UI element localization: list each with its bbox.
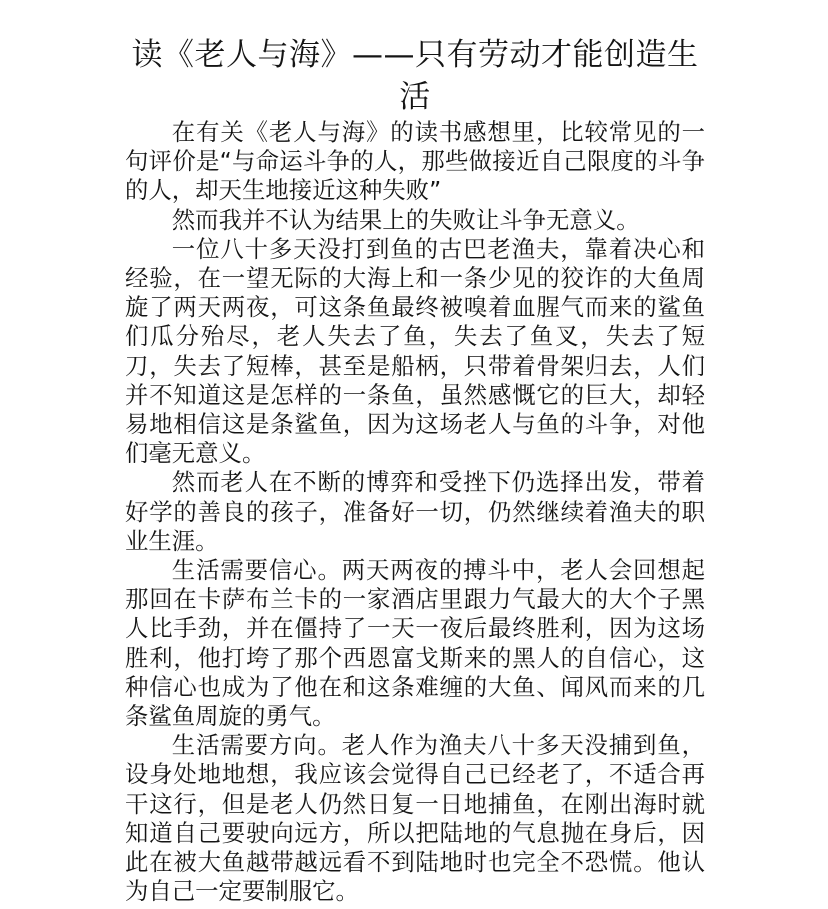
paragraph-perseverance: 然而老人在不断的博弈和受挫下仍选择出发，带着好学的善良的孩子，准备好一切，仍然继续着渔夫的职业生涯。 [125,468,705,555]
paragraph-direction: 生活需要方向。老人作为渔夫八十多天没捕到鱼，设身处地地想，我应该会觉得自己已经老了，不适合再干这行，但是老人仍然日复一日地捕鱼，在刚出海时就知道自己要驶向远方，所以把陆地的气息抛在身后，因此在被大鱼越带越远看不到陆地时也完全不恐慌。他认为自己一定要制服它。 [125,731,705,906]
article-title: 读《老人与海》——只有劳动才能创造生活 [131,37,699,115]
paragraph-thesis: 然而我并不认为结果上的失败让斗争无意义。 [171,205,640,234]
article [125,34,705,906]
paragraph-confidence: 生活需要信心。两天两夜的搏斗中，老人会回想起那回在卡萨布兰卡的一家酒店里跟力气最大的大个子黑人比手劲，并在僵持了一天一夜后最终胜利，因为这场胜利，他打垮了那个西恩富戈斯来的黑人的自信心，这种信心也成为了他在和这条难缠的大鱼、闻风而来的几条鲨鱼周旋的勇气。 [125,556,705,731]
paragraph-intro: 在有关《老人与海》的读书感想里，比较常见的一句评价是“与命运斗争的人，那些做接近自己限度的斗争的人，却天生地接近这种失败” [125,118,705,205]
paragraph-story: 一位八十多天没打到鱼的古巴老渔夫，靠着决心和经验，在一望无际的大海上和一条少见的狡诈的大鱼周旋了两天两夜，可这条鱼最终被嗅着血腥气而来的鲨鱼们瓜分殆尽，老人失去了鱼，失去了鱼叉，失去了短刀，失去了短棒，甚至是船柄，只带着骨架归去，人们并不知道这是怎样的一条鱼，虽然感慨它的巨大，却轻易地相信这是条鲨鱼，因为这场老人与鱼的斗争，对他们毫无意义。 [125,234,705,468]
